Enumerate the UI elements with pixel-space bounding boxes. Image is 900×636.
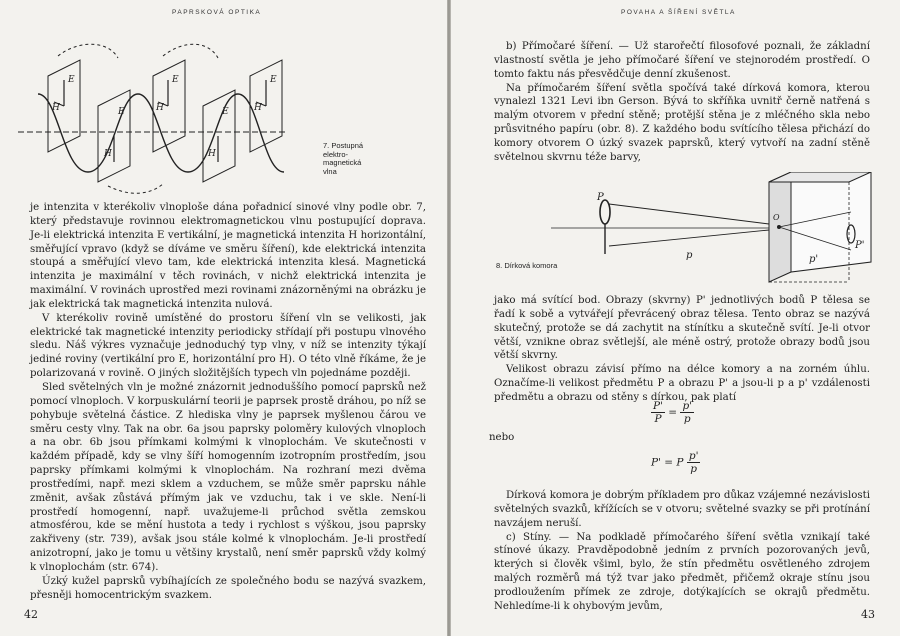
paragraph-b: b) Přímočaré šíření. — Už starořečtí filosofové poznali, že základní vlastností světla je jeho přímočaré šíření ve stejnorodém prostředí. O tomto faktu nás přesvědčuje denní zkušenost.	[494, 41, 870, 80]
figure-7-em-wave	[18, 36, 318, 196]
label-H-1: H	[52, 103, 60, 113]
figure-7-caption: 7. Postupná elektro- magnetická vlna	[323, 141, 364, 176]
equation-1: $\frac{P'}{P}$ = $\frac{p'}{p}$	[653, 400, 693, 425]
paragraph-e: Dírková komora je dobrým příkladem pro důkaz vzájemné nezávislosti světelných svazků, křížících se v otvoru; světelné svazky se při protínání navzájem neruší.	[494, 490, 870, 529]
object-flame	[600, 200, 610, 224]
figure-8-caption: 8. Dírková komora	[496, 261, 558, 270]
right-page	[451, 0, 900, 636]
paragraph-2: V kterékoliv rovině umístěné do prostoru šíření vln se velikosti, jak elektrické tak magnetické intenzity periodicky střídají při postupu vlnového sledu. Náš výkres vyznačuje jednoduchý typ vlny, v níž se intenzity týkají jediné roviny (vertikální pro E, horizontální pro H). O této vlně říkáme, že je polarizovaná v rovině. O jiných složitějších typech vln pojednáme později.	[30, 312, 426, 380]
plane-4	[203, 90, 235, 182]
fig8-label-P: P	[597, 192, 604, 203]
paragraph-b2: Na přímočarém šíření světla spočívá také dírková komora, kterou vynalezl 1321 Levi ibn Gerson. Bývá to skříňka uvnitř černě natřená s malým otvorem v přední stěně; protější stěna je z mléčného skla nebo průsvitného papíru (obr. 8). Z každého bodu svítícího tělesa přichází do komory otvorem O úzký svazek paprsků, který vytvoří na zadní stěně světelnou skvrnu téže barvy,	[494, 82, 870, 163]
paragraph-3: Sled světelných vln je možné znázornit jednoduššího pomocí paprsků než pomocí vlnoploch. V korpuskulární teorii je paprsek prostě dráhou, po níž se pohybuje světelná částice. Z hlediska vlny je paprsek myšlenou čárou ve směru cesty vlny. Tak na obr. 6a jsou paprsky poloměry kulových vlnoploch a na obr. 6b jsou přímkami kolmými k vlnoplochám. Ve skutečnosti v každém případě, kdy se vlny šíří homogenním izotropním prostředím, jsou paprsky přímkami kolmými k vlnoplochám. Na rozhraní mezi dvěma prostředími, např. mezi sklem a vzduchem, se může směr paprsku náhle změnit, avšak zůstává přímým jak ve vzduchu, tak i ve skle. Není-li prostředí homogenní, např. uvažujeme-li průchod světla zemskou atmosférou, kde se mění hustota a tedy i rychlost s výškou, jsou paprsky zakřiveny (str. 739), avšak jsou stále kolmé k vlnoplochám. Je-li prostředí anizotropní, jako je tomu u většiny krystalů, není směr paprsků vždy kolmý k vlnoplochám (str. 674).	[30, 381, 426, 573]
label-E-3: E	[270, 75, 277, 85]
left-running-header: PAPRSKOVÁ OPTIKA	[172, 9, 262, 16]
paragraph-f: c) Stíny. — Na podkladě přímočarého šíření světla vznikají také stínové úkazy. Pravděpodobně jedním z prvních pozorovaných jevů, kterých si člověk všiml, bylo, že stín předmětu osvětleného zdrojem malých rozměrů má týž tvar jako předmět, přičemž okraje stínu jsou prodloužením přímek ze zdroje, dotýkajících se okrajů předmětu. Nehledíme-li k ohybovým jevům,	[494, 531, 870, 612]
figure-8-pinhole-camera	[551, 172, 881, 292]
equation-2: P' = P $\frac{p'}{p}$	[651, 450, 699, 475]
label-E-4: E	[118, 107, 125, 117]
left-page-number: 42	[24, 608, 38, 621]
paragraph-d: Velikost obrazu závisí přímo na délce komory a na zorném úhlu. Označíme-li velikost předmětu P a obrazu P' a jsou-li p a p' vzdálenosti předmětu a obrazu od stěny s dírkou, pak platí	[494, 364, 870, 403]
paragraph-4: Úzký kužel paprsků vybíhajících ze společného bodu se nazývá svazkem, přesněji homocentrickým svazkem.	[30, 575, 426, 601]
right-body-bottom	[494, 489, 870, 614]
left-page	[0, 0, 447, 636]
fig8-label-p: p	[686, 250, 693, 261]
nebo-text: nebo	[489, 432, 515, 443]
paragraph-1: je intenzita v kterékoliv vlnoploše dána pořadnicí sinové vlny podle obr. 7, který představuje rovinnou elektromagnetickou vlnu postupující doprava. Je-li elektrická intenzita E vertikální, je magnetická intenzita H horizontální, směřující vpravo (když se díváme ve směru šíření), kde elektrická intenzita stoupá a směřující vlevo tam, kde elektrická intenzita klesá. Magnetická intenzita je maximální v těch rovinách, v nichž elektrická intenzita je maximální. V rovinách uprostřed mezi rovinami znázorněnými na obrázku je jak elektrická tak magnetická intenzita nulová.	[30, 202, 426, 310]
fig8-label-O: O	[773, 213, 780, 222]
left-body-text	[30, 201, 426, 602]
right-body-middle	[494, 294, 870, 405]
label-E-2: E	[172, 75, 179, 85]
label-H-4: H	[104, 149, 112, 159]
label-H-3: H	[254, 103, 262, 113]
fig8-label-P-prime: P'	[855, 240, 865, 251]
right-running-header: POVAHA A ŠÍŘENÍ SVĚTLA	[621, 9, 736, 16]
label-H-2: H	[156, 103, 164, 113]
right-page-number: 43	[861, 608, 875, 621]
label-H-5: H	[208, 149, 216, 159]
label-E-1: E	[68, 75, 75, 85]
pinhole	[777, 225, 781, 229]
paragraph-c: jako má svítící bod. Obrazy (skvrny) P' jednotlivých bodů P tělesa se řadí k sobě a vytvářejí převrácený obraz tělesa. Tento obraz se nazývá skutečný, protože se dá zachytit na stínítku a skutečně svítí. Je-li otvor větší, vznikne obraz světlejší, ale méně ostrý, protože obrazy bodů jsou větší skvrny.	[494, 295, 870, 362]
label-E-5: E	[222, 107, 229, 117]
right-body-top	[494, 40, 870, 165]
fig8-label-p-prime: p'	[809, 254, 819, 265]
